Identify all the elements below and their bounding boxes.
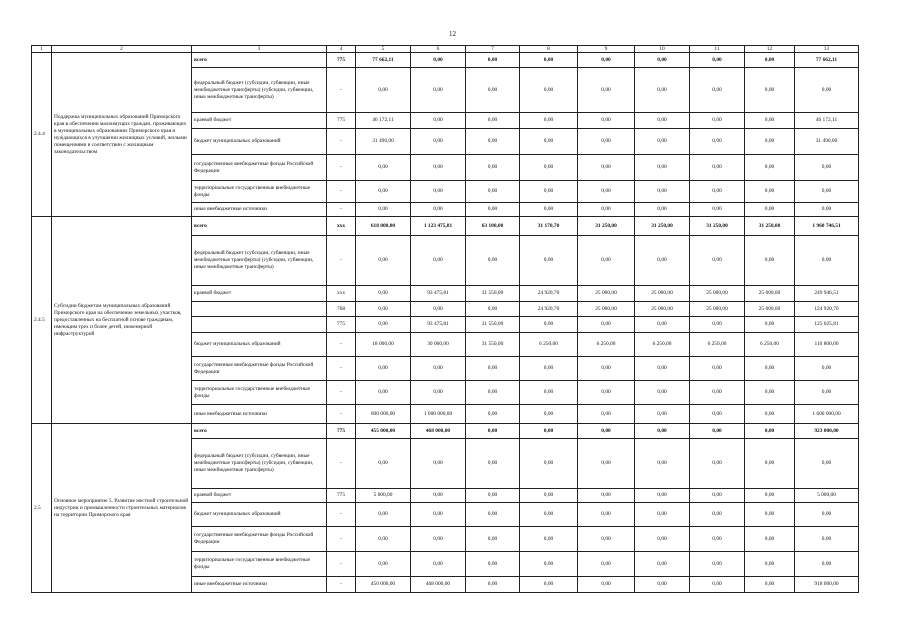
amount-cell: 0,00 [411,129,466,155]
amount-cell: 0,00 [356,68,411,113]
amount-cell: 0,00 [690,489,745,503]
amount-cell: 0,00 [690,527,745,552]
funding-source: территориальные государственные внебюджетные фонды [192,381,327,405]
amount-cell: 0,00 [520,236,578,286]
amount-cell: 0,00 [356,236,411,286]
amount-cell: 0,00 [578,577,635,593]
funding-source: иные внебюджетные источники [192,405,327,424]
amount-cell: 5 000,00 [356,489,411,503]
amount-cell: 0,00 [411,439,466,489]
grbs-code: - [327,203,356,217]
amount-cell: 0,00 [795,527,859,552]
amount-cell: 0,00 [520,552,578,577]
amount-cell: 0,00 [411,302,466,317]
amount-cell: 0,00 [745,381,795,405]
amount-cell: 0,00 [520,155,578,181]
funding-source: иные внебюджетные источники [192,203,327,217]
amount-cell: 93 475,81 [411,286,466,302]
column-number: 9 [578,46,635,53]
amount-cell: 46 172,11 [356,113,411,129]
amount-cell: 0,00 [635,552,690,577]
amount-cell: 0,00 [466,129,520,155]
amount-cell: 0,00 [635,439,690,489]
amount-cell: 0,00 [690,405,745,424]
grbs-code: 768 [327,302,356,317]
amount-cell: 0,00 [690,503,745,527]
amount-cell: 0,00 [578,181,635,203]
amount-cell: 31 490,00 [795,129,859,155]
amount-cell: 0,00 [795,68,859,113]
section-title: Субсидии бюджетам муниципальных образований Приморского края на обеспечение земельных участков, предоставленных на бесплатной основе гражданам, имеющим трех и более детей, инженерной инфраструктурой [52,217,192,424]
amount-cell: 31 550,00 [466,317,520,333]
amount-cell: 6 250,00 [635,333,690,357]
grbs-code: 775 [327,317,356,333]
amount-cell: 31 250,00 [635,217,690,236]
amount-cell: 468 000,00 [411,424,466,439]
amount-cell: 6 250,00 [690,333,745,357]
funding-source: государственные внебюджетные фонды Российской Федерации [192,155,327,181]
grbs-code: - [327,129,356,155]
amount-cell: 0,00 [466,113,520,129]
amount-cell: 0,00 [795,552,859,577]
amount-cell: 0,00 [635,357,690,381]
amount-cell: 0,00 [356,286,411,302]
amount-cell: 0,00 [466,503,520,527]
amount-cell: 0,00 [520,317,578,333]
funding-source: всего [192,53,327,68]
amount-cell: 0,00 [520,113,578,129]
amount-cell: 125 025,81 [795,317,859,333]
amount-cell: 0,00 [578,155,635,181]
amount-cell: 0,00 [578,53,635,68]
amount-cell: 0,00 [411,236,466,286]
column-number: 2 [52,46,192,53]
grbs-code: - [327,577,356,593]
amount-cell: 0,00 [635,113,690,129]
column-number: 7 [466,46,520,53]
amount-cell: 450 000,00 [356,577,411,593]
amount-cell: 0,00 [690,577,745,593]
amount-cell: 0,00 [411,155,466,181]
amount-cell: 0,00 [520,203,578,217]
amount-cell: 0,00 [745,552,795,577]
amount-cell: 0,00 [745,236,795,286]
amount-cell: 110 800,00 [795,333,859,357]
amount-cell: 6 250,00 [745,333,795,357]
amount-cell: 0,00 [466,302,520,317]
amount-cell: 0,00 [578,424,635,439]
amount-cell: 0,00 [690,317,745,333]
amount-cell: 0,00 [466,236,520,286]
table-row [32,217,859,236]
amount-cell: 0,00 [745,53,795,68]
amount-cell: 30 000,00 [411,333,466,357]
amount-cell: 0,00 [578,236,635,286]
amount-cell: 0,00 [578,527,635,552]
amount-cell: 923 000,00 [795,424,859,439]
amount-cell: 0,00 [520,577,578,593]
amount-cell: 0,00 [578,489,635,503]
grbs-code: - [327,503,356,527]
amount-cell: 0,00 [411,68,466,113]
funding-source: бюджет муниципальных образований [192,503,327,527]
grbs-code: - [327,552,356,577]
funding-source: краевой бюджет [192,286,327,302]
amount-cell: 0,00 [520,357,578,381]
amount-cell: 0,00 [411,113,466,129]
funding-source [192,317,327,333]
amount-cell: 600 000,00 [356,405,411,424]
column-number: 10 [635,46,690,53]
section-code: 2.4.5 [32,217,52,424]
funding-source: федеральный бюджет (субсидии, субвенции, иные межбюджетные трансферты) (субсидии, субвенции, иные межбюджетные трансферты) [192,68,327,113]
amount-cell: 0,00 [745,155,795,181]
amount-cell: 0,00 [356,317,411,333]
amount-cell: 25 000,00 [690,286,745,302]
amount-cell: 0,00 [466,424,520,439]
amount-cell: 0,00 [745,357,795,381]
column-number: 13 [795,46,859,53]
funding-source [192,302,327,317]
amount-cell: 0,00 [520,503,578,527]
amount-cell: 24 920,70 [520,286,578,302]
amount-cell: 0,00 [466,527,520,552]
funding-source: иные внебюджетные источники [192,577,327,593]
amount-cell: 0,00 [578,317,635,333]
amount-cell: 0,00 [520,181,578,203]
amount-cell: 0,00 [356,439,411,489]
amount-cell: 0,00 [745,527,795,552]
amount-cell: 0,00 [690,552,745,577]
amount-cell: 0,00 [520,489,578,503]
page-number: 12 [449,30,456,38]
amount-cell: 0,00 [690,53,745,68]
grbs-code: - [327,155,356,181]
amount-cell: 0,00 [795,503,859,527]
funding-source: федеральный бюджет (субсидии, субвенции, иные межбюджетные трансферты) (субсидии, субвенции, иные межбюджетные трансферты) [192,236,327,286]
section-title: Поддержка муниципальных образований Приморского края в обеспечении малоимущих граждан, проживающих в муниципальных образованиях Приморского края и нуждающихся в улучшении жилищных условий, жилыми помещениями в соответствии с жилищным законодательством [52,53,192,217]
section-code: 2.4.4 [32,53,52,217]
amount-cell: 0,00 [795,155,859,181]
amount-cell: 0,00 [520,405,578,424]
amount-cell: 0,00 [795,381,859,405]
amount-cell: 0,00 [466,181,520,203]
amount-cell: 0,00 [411,381,466,405]
amount-cell: 0,00 [690,381,745,405]
amount-cell: 0,00 [356,527,411,552]
amount-cell: 0,00 [520,424,578,439]
amount-cell: 25 000,00 [690,302,745,317]
grbs-code: 775 [327,424,356,439]
amount-cell: 0,00 [635,53,690,68]
amount-cell: 0,00 [356,203,411,217]
section-title: Основное мероприятие 5. Развитие местной строительной индустрии и промышленности строительных материалов на территории Приморского края [52,424,192,593]
amount-cell: 25 000,00 [578,302,635,317]
amount-cell: 0,00 [690,357,745,381]
amount-cell: 0,00 [635,424,690,439]
amount-cell: 0,00 [466,53,520,68]
amount-cell: 0,00 [635,577,690,593]
amount-cell: 0,00 [578,439,635,489]
funding-source: краевой бюджет [192,489,327,503]
grbs-code: - [327,333,356,357]
amount-cell: 0,00 [745,503,795,527]
amount-cell: 0,00 [466,381,520,405]
funding-source: государственные внебюджетные фонды Российской Федерации [192,527,327,552]
amount-cell: 0,00 [635,405,690,424]
amount-cell: 0,00 [466,552,520,577]
amount-cell: 0,00 [690,424,745,439]
column-number: 4 [327,46,356,53]
amount-cell: 0,00 [520,53,578,68]
amount-cell: 0,00 [411,527,466,552]
funding-source: краевой бюджет [192,113,327,129]
grbs-code: - [327,68,356,113]
amount-cell: 0,00 [520,68,578,113]
amount-cell: 0,00 [356,381,411,405]
amount-cell: 0,00 [411,53,466,68]
amount-cell: 0,00 [466,489,520,503]
amount-cell: 0,00 [745,203,795,217]
amount-cell: 0,00 [690,113,745,129]
amount-cell: 0,00 [635,129,690,155]
funding-source: всего [192,217,327,236]
amount-cell: 0,00 [745,424,795,439]
grbs-code: xxx [327,217,356,236]
amount-cell: 25 000,00 [745,286,795,302]
amount-cell: 0,00 [795,439,859,489]
amount-cell: 25 000,00 [635,302,690,317]
amount-cell: 63 100,00 [466,217,520,236]
amount-cell: 0,00 [690,155,745,181]
amount-cell: 0,00 [635,203,690,217]
amount-cell: 0,00 [690,203,745,217]
amount-cell: 0,00 [411,503,466,527]
amount-cell: 0,00 [635,236,690,286]
amount-cell: 0,00 [520,381,578,405]
amount-cell: 1 600 000,00 [795,405,859,424]
column-number: 1 [32,46,52,53]
amount-cell: 0,00 [578,113,635,129]
amount-cell: 0,00 [520,129,578,155]
amount-cell: 0,00 [745,317,795,333]
amount-cell: 0,00 [578,552,635,577]
amount-cell: 0,00 [578,381,635,405]
amount-cell: 18 000,00 [356,333,411,357]
amount-cell: 0,00 [466,577,520,593]
amount-cell: 0,00 [635,503,690,527]
amount-cell: 0,00 [578,357,635,381]
column-number: 8 [520,46,578,53]
column-number: 12 [745,46,795,53]
amount-cell: 0,00 [690,236,745,286]
funding-source: федеральный бюджет (субсидии, субвенции, иные межбюджетные трансферты) (субсидии, субвенции, иные межбюджетные трансферты) [192,439,327,489]
column-number: 11 [690,46,745,53]
amount-cell: 455 000,00 [356,424,411,439]
amount-cell: 0,00 [356,503,411,527]
amount-cell: 0,00 [356,302,411,317]
amount-cell: 0,00 [795,236,859,286]
amount-cell: 0,00 [466,439,520,489]
amount-cell: 0,00 [466,405,520,424]
amount-cell: 0,00 [466,68,520,113]
amount-cell: 0,00 [635,381,690,405]
grbs-code: - [327,381,356,405]
amount-cell: 0,00 [520,439,578,489]
amount-cell: 0,00 [356,155,411,181]
amount-cell: 0,00 [411,357,466,381]
funding-source: бюджет муниципальных образований [192,333,327,357]
amount-cell: 0,00 [578,503,635,527]
amount-cell: 25 000,00 [578,286,635,302]
column-number-row [32,46,859,53]
amount-cell: 0,00 [635,317,690,333]
amount-cell: 31 170,70 [520,217,578,236]
amount-cell: 1 123 475,81 [411,217,466,236]
funding-source: бюджет муниципальных образований [192,129,327,155]
funding-source: территориальные государственные внебюджетные фонды [192,181,327,203]
amount-cell: 0,00 [411,552,466,577]
amount-cell: 93 475,81 [411,317,466,333]
amount-cell: 0,00 [635,155,690,181]
amount-cell: 0,00 [745,577,795,593]
amount-cell: 31 550,00 [466,333,520,357]
amount-cell: 0,00 [466,357,520,381]
amount-cell: 24 920,70 [520,302,578,317]
amount-cell: 618 000,00 [356,217,411,236]
table-row [32,53,859,68]
amount-cell: 1 000 000,00 [411,405,466,424]
amount-cell: 0,00 [578,68,635,113]
amount-cell: 31 250,00 [745,217,795,236]
funding-source: государственные внебюджетные фонды Российской Федерации [192,357,327,381]
amount-cell: 0,00 [578,405,635,424]
amount-cell: 0,00 [635,489,690,503]
amount-cell: 0,00 [466,203,520,217]
amount-cell: 6 250,00 [578,333,635,357]
funding-source: всего [192,424,327,439]
amount-cell: 0,00 [745,405,795,424]
amount-cell: 31 250,00 [578,217,635,236]
amount-cell: 0,00 [356,357,411,381]
amount-cell: 25 000,00 [745,302,795,317]
amount-cell: 468 000,00 [411,577,466,593]
amount-cell: 0,00 [356,552,411,577]
amount-cell: 46 172,11 [795,113,859,129]
amount-cell: 0,00 [411,181,466,203]
column-number: 6 [411,46,466,53]
grbs-code: - [327,357,356,381]
amount-cell: 0,00 [411,203,466,217]
grbs-code: xxx [327,286,356,302]
amount-cell: 31 490,00 [356,129,411,155]
amount-cell: 77 662,11 [795,53,859,68]
amount-cell: 5 000,00 [795,489,859,503]
amount-cell: 0,00 [745,68,795,113]
grbs-code: 775 [327,53,356,68]
amount-cell: 25 000,00 [635,286,690,302]
amount-cell: 918 000,00 [795,577,859,593]
amount-cell: 124 920,70 [795,302,859,317]
amount-cell: 0,00 [745,439,795,489]
grbs-code: - [327,236,356,286]
amount-cell: 0,00 [578,203,635,217]
amount-cell: 0,00 [578,129,635,155]
grbs-code: - [327,181,356,203]
amount-cell: 0,00 [635,181,690,203]
amount-cell: 0,00 [745,489,795,503]
amount-cell: 0,00 [635,527,690,552]
section-code: 2.5 [32,424,52,593]
amount-cell: 0,00 [520,527,578,552]
amount-cell: 0,00 [690,68,745,113]
amount-cell: 0,00 [690,439,745,489]
grbs-code: - [327,527,356,552]
grbs-code: 775 [327,489,356,503]
amount-cell: 0,00 [745,181,795,203]
grbs-code: 775 [327,113,356,129]
amount-cell: 0,00 [690,129,745,155]
amount-cell: 31 250,00 [690,217,745,236]
amount-cell: 31 550,00 [466,286,520,302]
amount-cell: 0,00 [795,181,859,203]
budget-table [31,45,859,593]
amount-cell: 0,00 [690,181,745,203]
funding-source: территориальные государственные внебюджетные фонды [192,552,327,577]
table-row [32,424,859,439]
amount-cell: 0,00 [795,357,859,381]
amount-cell: 0,00 [411,489,466,503]
column-number: 3 [192,46,327,53]
amount-cell: 1 960 746,51 [795,217,859,236]
amount-cell: 0,00 [356,181,411,203]
grbs-code: - [327,439,356,489]
amount-cell: 0,00 [745,113,795,129]
amount-cell: 6 250,00 [520,333,578,357]
amount-cell: 0,00 [745,129,795,155]
amount-cell: 249 946,51 [795,286,859,302]
table-body [32,46,859,593]
amount-cell: 0,00 [635,68,690,113]
column-number: 5 [356,46,411,53]
amount-cell: 77 662,11 [356,53,411,68]
amount-cell: 0,00 [466,155,520,181]
grbs-code: - [327,405,356,424]
amount-cell: 0,00 [795,203,859,217]
